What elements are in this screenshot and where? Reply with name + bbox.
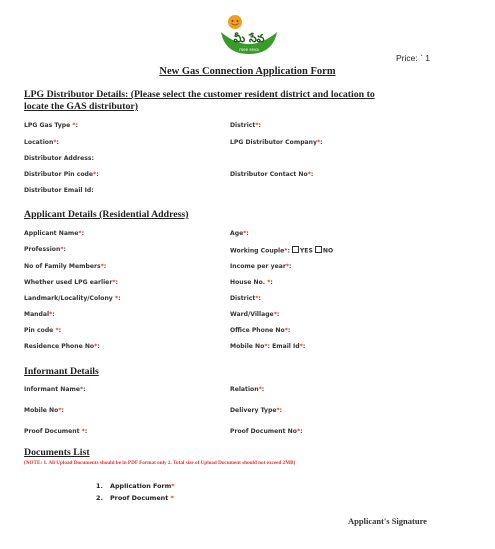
mee-seva-logo [215,14,283,56]
lpg-gas-type-label: LPG Gas Type *: [24,122,78,129]
relation-label: Relation*: [230,386,265,393]
document-item-application-form: 1. Application Form* [96,482,175,490]
used-lpg-label: Whether used LPG earlier*: [24,279,118,286]
profession-label: Profession*: [24,246,66,253]
applicant-section-title: Applicant Details (Residential Address) [24,209,189,220]
proof-document-label: Proof Document *: [24,428,88,435]
ward-village-label: Ward/Village*: [230,311,280,318]
distributor-address-label: Distributor Address: [24,155,94,162]
applicant-name-label: Applicant Name*: [24,230,85,237]
smiley-face-icon [228,15,242,29]
delivery-type-label: Delivery Type*: [230,407,283,414]
lpg-section-title [24,89,375,113]
distributor-email-label: Distributor Email Id: [24,187,94,194]
lpg-section-title-line1: LPG Distributor Details: (Please select the customer resident district and location to [24,89,375,100]
informant-name-label: Informant Name*: [24,386,86,393]
document-item-proof-document: 2. Proof Document * [96,494,174,502]
yes-checkbox[interactable] [292,246,299,253]
lpg-district-label: District*: [230,122,261,129]
no-checkbox[interactable] [315,246,322,253]
price-label: Price: ` 1 [396,53,431,63]
house-no-label: House No. *: [230,279,273,286]
proof-document-no-label: Proof Document No*: [230,428,303,435]
logo-text: మీ సేవ [233,32,265,45]
income-label: Income per year*: [230,263,292,270]
lpg-section-title-line2: locate the GAS distributor) [24,101,139,112]
residence-phone-label: Residence Phone No*: [24,343,100,350]
applicant-signature-label: Applicant's Signature [348,516,427,526]
pin-code-label: Pin code *: [24,327,62,334]
office-phone-label: Office Phone No*: [230,327,291,334]
documents-note: (NOTE: 1. All Upload Documents should be in PDF Format only 2. Total size of Upload Document should not exceed 2MB) [24,460,296,466]
form-title: New Gas Connection Application Form [159,66,336,77]
applicant-district-label: District*: [230,295,261,302]
informant-mobile-label: Mobile No*: [24,407,64,414]
logo-subtext: mee seva [239,47,259,52]
family-members-label: No of Family Members*: [24,263,107,270]
mandal-label: Mandal*: [24,311,55,318]
documents-section-title: Documents List [24,447,90,458]
no-label: NO [322,247,334,255]
location-label: Location*: [24,139,59,146]
mobile-email-label: Mobile No*: Email Id*: [230,343,306,350]
landmark-label: Landmark/Locality/Colony *: [24,295,121,302]
informant-section-title: Informant Details [24,366,99,377]
distributor-pincode-label: Distributor Pin code*: [24,171,99,178]
distributor-contact-label: Distributor Contact No*: [230,171,314,178]
distributor-company-label: LPG Distributor Company*: [230,139,323,146]
age-label: Age*: [230,230,249,237]
yes-label: YES [299,247,313,255]
working-couple-label: Working Couple*: YES NO [230,247,334,255]
